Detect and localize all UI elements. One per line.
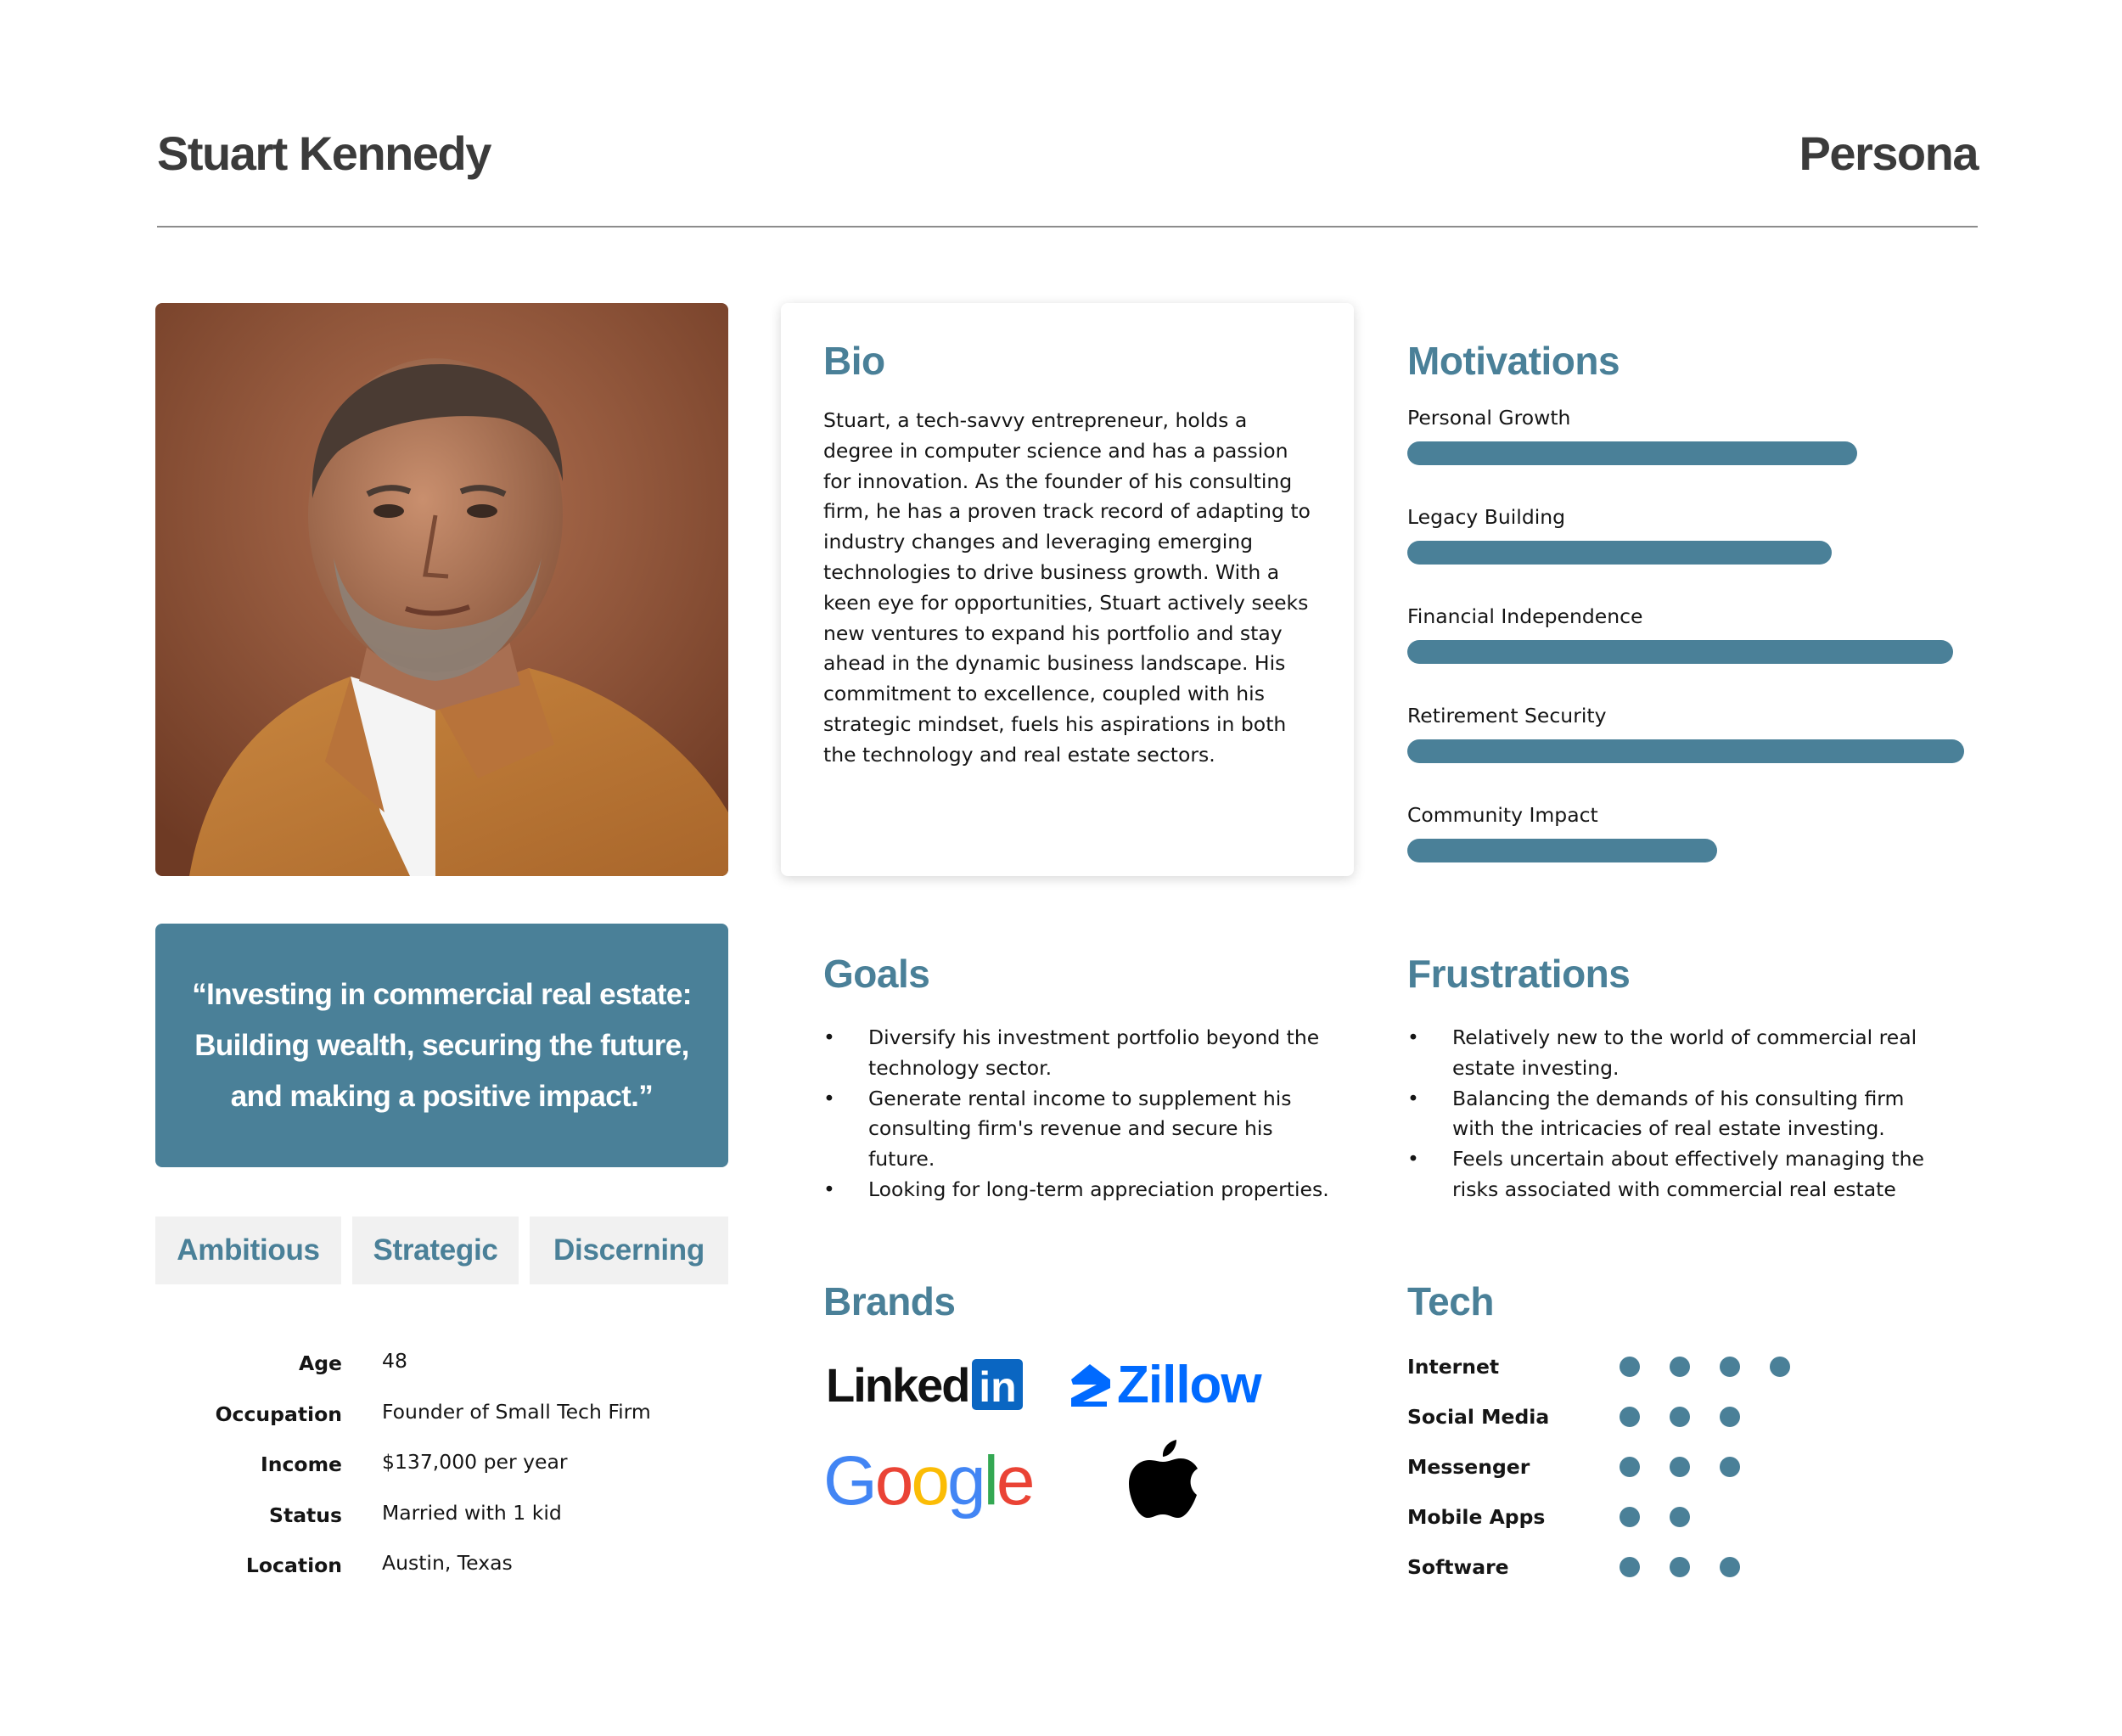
- motivation-bar-fill: [1407, 839, 1717, 862]
- motivation-bar: [1407, 739, 1984, 763]
- tech-level-dot: [1770, 1357, 1790, 1377]
- info-value: Married with 1 kid: [382, 1500, 562, 1525]
- tech-level-dot: [1670, 1357, 1690, 1377]
- tech-level-dot: [1620, 1507, 1640, 1527]
- tech-level-dot: [1670, 1557, 1690, 1577]
- motivation-label: Financial Independence: [1407, 604, 1643, 628]
- info-value: Austin, Texas: [382, 1551, 513, 1575]
- frustration-item: • Feels uncertain about effectively managing the risks associated with commercial real estate: [1407, 1144, 1938, 1205]
- goals-title: Goals: [823, 952, 930, 996]
- tech-level-dot: [1720, 1407, 1740, 1427]
- info-label: Occupation: [215, 1402, 342, 1426]
- google-letter: G: [823, 1442, 875, 1520]
- motivation-bar: [1407, 640, 1984, 664]
- motivation-bar-fill: [1407, 640, 1953, 664]
- trait-tag: Strategic: [352, 1216, 519, 1284]
- motivations-title: Motivations: [1407, 339, 1620, 383]
- bio-text: Stuart, a tech-savvy entrepreneur, holds a degree in computer science and has a passion for innovation. As the founder of his consulting firm, he has a proven track record of adapting to industry changes and leveraging emerging technologies to drive business growth. With a keen eye for opportunities, Stuart actively seeks new ventures to expand his portfolio and stay ahead in the dynamic business landscape. His commitment to excellence, coupled with his strategic mindset, fuels his aspirations in both the technology and real estate sectors.: [823, 408, 1311, 767]
- motivation-label: Retirement Security: [1407, 704, 1607, 728]
- motivation-bar: [1407, 541, 1984, 565]
- goal-item: • Looking for long-term appreciation properties.: [823, 1175, 1333, 1205]
- tech-level-dot: [1720, 1457, 1740, 1477]
- trait-tag: Discerning: [530, 1216, 728, 1284]
- document-type-label: Persona: [1799, 126, 1978, 180]
- info-label: Income: [261, 1452, 342, 1476]
- tech-level-dot: [1620, 1357, 1640, 1377]
- tech-label: Messenger: [1407, 1455, 1530, 1479]
- info-value: $137,000 per year: [382, 1450, 568, 1474]
- persona-photo: [155, 303, 728, 876]
- tech-label: Mobile Apps: [1407, 1505, 1546, 1529]
- tech-level-dot: [1620, 1457, 1640, 1477]
- apple-icon: [1127, 1436, 1199, 1521]
- info-label: Age: [299, 1351, 342, 1375]
- tech-label: Software: [1407, 1555, 1509, 1579]
- persona-quote: “Investing in commercial real estate: Building wealth, securing the future, and making a positive impact.”: [155, 924, 728, 1167]
- motivation-label: Community Impact: [1407, 803, 1598, 827]
- goals-list: [823, 1023, 1333, 1205]
- info-label: Location: [245, 1553, 342, 1577]
- motivation-bar: [1407, 839, 1984, 862]
- linkedin-wordmark: Linked: [826, 1357, 969, 1412]
- google-logo: [823, 1443, 1032, 1520]
- google-letter: o: [874, 1442, 912, 1520]
- portrait-image: [155, 303, 728, 876]
- info-label: Status: [269, 1503, 342, 1527]
- tech-level-dot: [1670, 1457, 1690, 1477]
- tech-level-dot: [1670, 1407, 1690, 1427]
- tech-level-dot: [1620, 1407, 1640, 1427]
- linkedin-in-icon: in: [972, 1359, 1023, 1410]
- linkedin-logo: [826, 1358, 1023, 1411]
- persona-name: Stuart Kennedy: [157, 126, 491, 180]
- motivation-bar-fill: [1407, 541, 1832, 565]
- goal-item: • Generate rental income to supplement his consulting firm's revenue and secure his future.: [823, 1084, 1333, 1175]
- zillow-logo: [1068, 1357, 1261, 1413]
- motivation-label: Legacy Building: [1407, 505, 1566, 529]
- motivation-bar: [1407, 441, 1984, 465]
- motivation-bar-fill: [1407, 739, 1964, 763]
- google-letter: l: [983, 1442, 996, 1520]
- goal-item: • Diversify his investment portfolio beyond the technology sector.: [823, 1023, 1333, 1084]
- tech-label: Internet: [1407, 1355, 1500, 1379]
- tech-level-dot: [1620, 1557, 1640, 1577]
- zillow-wordmark: Zillow: [1117, 1355, 1261, 1414]
- frustrations-list: [1407, 1023, 1938, 1205]
- motivation-label: Personal Growth: [1407, 406, 1571, 430]
- frustrations-title: Frustrations: [1407, 952, 1631, 996]
- header-divider: [157, 226, 1978, 228]
- tech-title: Tech: [1407, 1279, 1494, 1323]
- trait-tag: Ambitious: [155, 1216, 341, 1284]
- frustration-item: • Relatively new to the world of commercial real estate investing.: [1407, 1023, 1938, 1084]
- bio-title: Bio: [823, 339, 885, 383]
- info-value: Founder of Small Tech Firm: [382, 1399, 651, 1424]
- brands-title: Brands: [823, 1279, 956, 1323]
- frustration-item: • Balancing the demands of his consulting firm with the intricacies of real estate investing.: [1407, 1084, 1938, 1145]
- zillow-house-icon: [1068, 1362, 1112, 1407]
- google-letter: g: [947, 1442, 984, 1520]
- tech-level-dot: [1670, 1507, 1690, 1527]
- motivation-bar-fill: [1407, 441, 1857, 465]
- google-letter: o: [911, 1442, 948, 1520]
- tech-level-dot: [1720, 1557, 1740, 1577]
- tech-level-dot: [1720, 1357, 1740, 1377]
- apple-logo: [1127, 1436, 1199, 1525]
- google-letter: e: [996, 1442, 1033, 1520]
- info-value: 48: [382, 1349, 407, 1373]
- tech-label: Social Media: [1407, 1405, 1550, 1429]
